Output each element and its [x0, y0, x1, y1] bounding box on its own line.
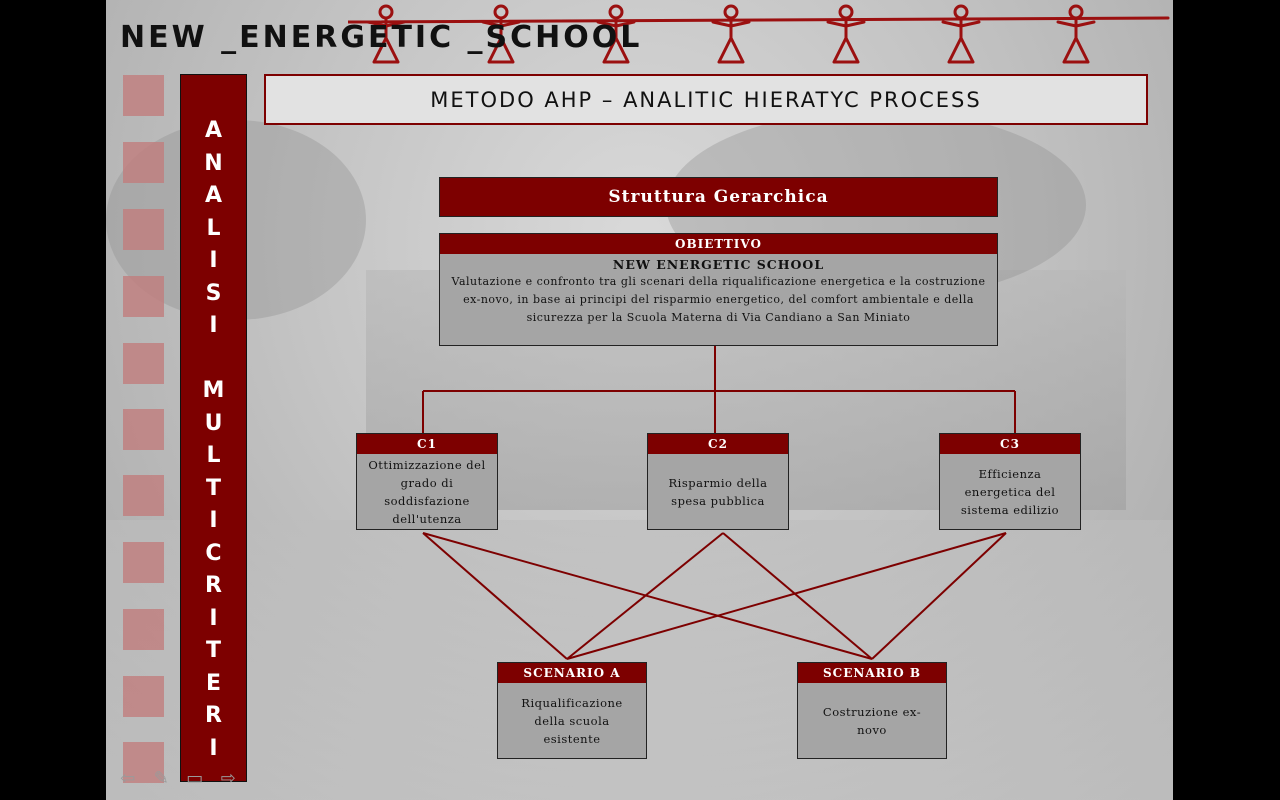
slideshow-controls — [118, 768, 238, 792]
criterion-box-c2 — [647, 433, 789, 530]
slide — [106, 0, 1173, 800]
arrow-right-icon[interactable]: ⇨ — [220, 768, 236, 789]
criterion-box-c1 — [356, 433, 498, 530]
c1-to-scenario-b-line — [423, 533, 872, 659]
vertical-band-text: A N A L I S I M U L T I C R I T E R I — [202, 118, 225, 761]
menu-icon[interactable]: ▭ — [186, 768, 204, 789]
c2-to-scenario-a-line — [567, 533, 723, 659]
method-banner: METODO AHP – ANALITIC HIERATYC PROCESS — [264, 74, 1148, 125]
objective-box — [439, 233, 998, 346]
scenario-box-b — [797, 662, 947, 759]
objective-subtitle: NEW ENERGETIC SCHOOL — [612, 257, 825, 272]
criterion-header: C2 — [648, 434, 788, 454]
criterion-header: C1 — [357, 434, 497, 454]
scenario-text: Riqualificazione della scuola esistente — [521, 696, 623, 746]
objective-header: OBIETTIVO — [440, 234, 997, 254]
c1-to-scenario-a-line — [423, 533, 567, 659]
criterion-header: C3 — [940, 434, 1080, 454]
scenario-text: Costruzione ex- novo — [822, 705, 922, 737]
scenario-box-a — [497, 662, 647, 759]
arrow-left-icon[interactable]: ⇦ — [120, 768, 136, 789]
c2-to-scenario-b-line — [723, 533, 872, 659]
criterion-box-c3 — [939, 433, 1081, 530]
objective-description: Valutazione e confronto tra gli scenari della riqualificazione energetica e la costruzione ex-novo, in base ai principi del risparmio energetico, del comfort ambientale e della sicurezza per la Scuola Materna di Via Candiano a San Miniato — [451, 275, 986, 324]
criterion-text: Efficienza energetica del sistema edilizio — [960, 467, 1060, 517]
criterion-text: Risparmio della spesa pubblica — [668, 476, 768, 508]
structure-title: Struttura Gerarchica — [439, 177, 998, 217]
criterion-text: Ottimizzazione del grado di soddisfazione dell'utenza — [368, 458, 486, 526]
scenario-header: SCENARIO B — [798, 663, 946, 683]
site-title: NEW _ENERGETIC _SCHOOL — [120, 20, 643, 55]
scenario-header: SCENARIO A — [498, 663, 646, 683]
pen-icon[interactable]: ✎ — [153, 768, 169, 789]
